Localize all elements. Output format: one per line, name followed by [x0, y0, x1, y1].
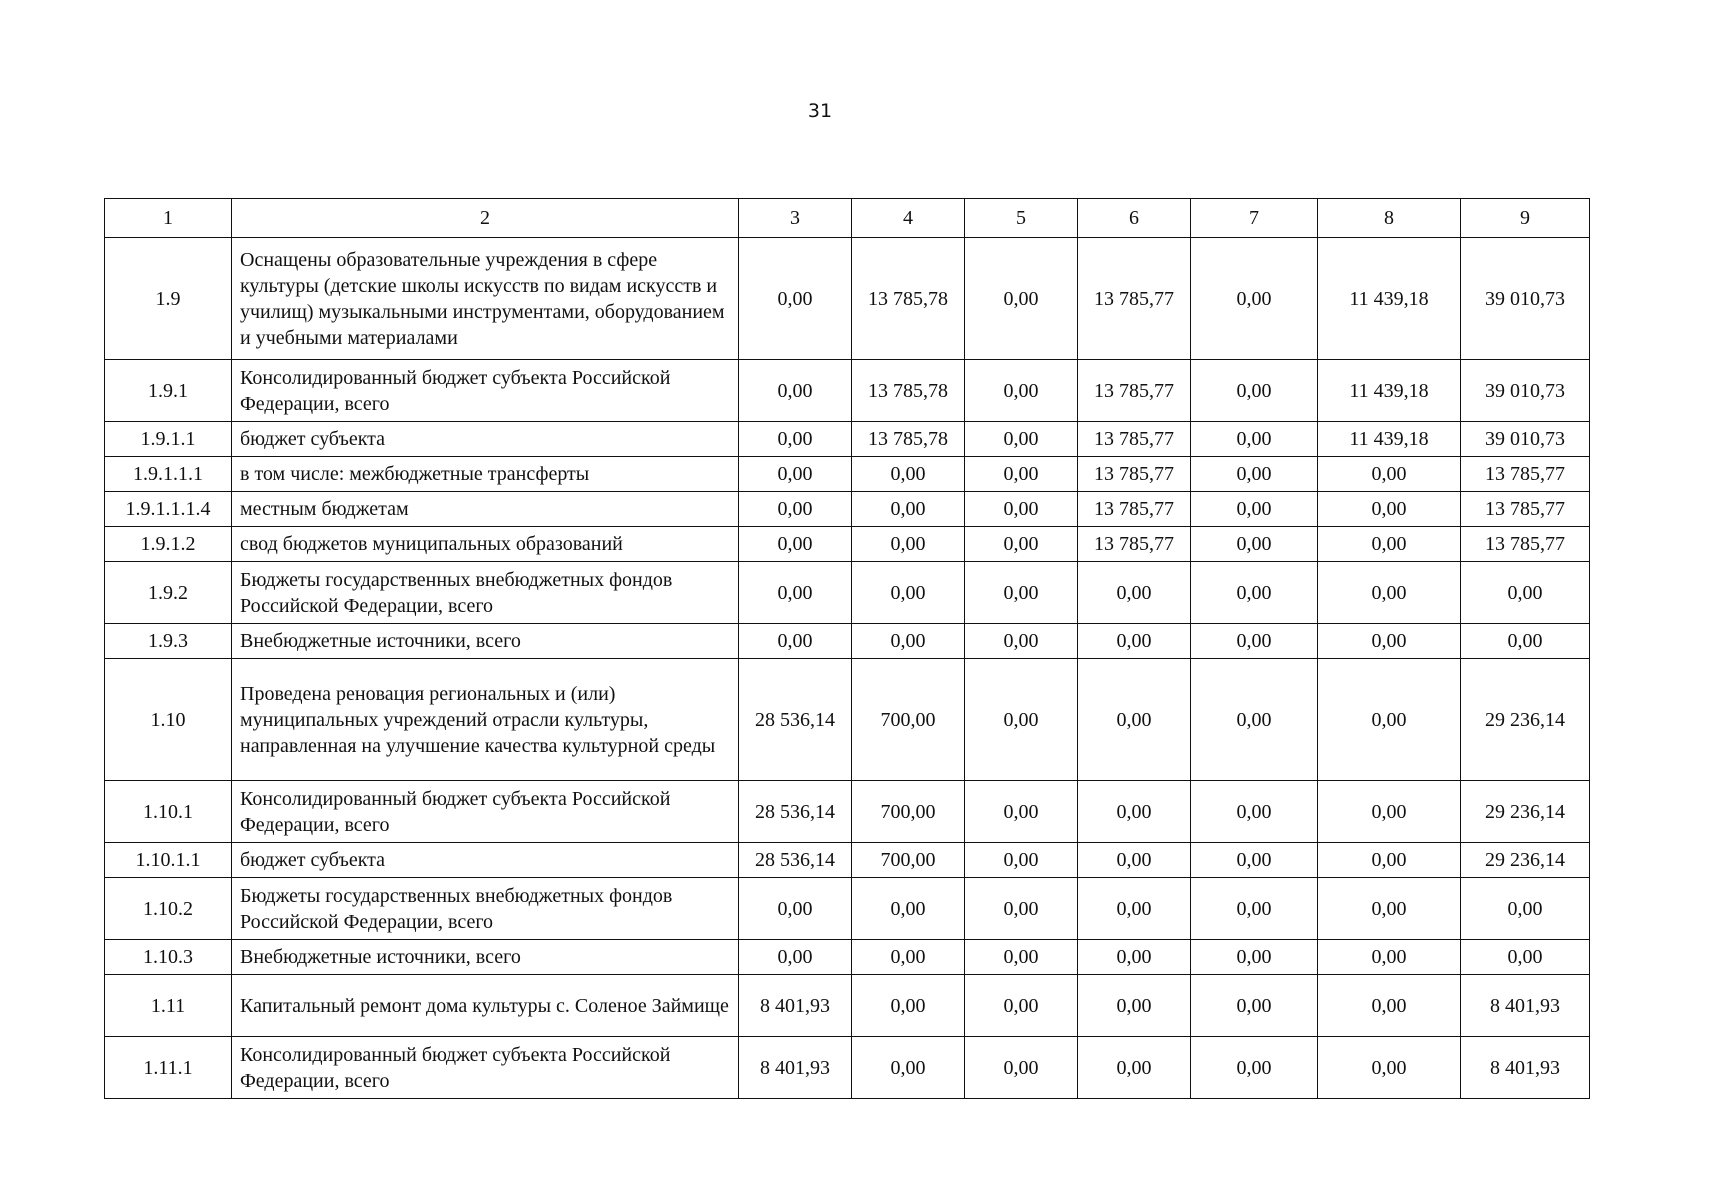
row-code: 1.10.2 [105, 878, 232, 940]
table-row [105, 492, 1590, 527]
row-description: местным бюджетам [232, 492, 739, 527]
value-cell: 0,00 [1191, 659, 1318, 781]
value-cell: 28 536,14 [739, 659, 852, 781]
row-description: бюджет субъекта [232, 422, 739, 457]
value-cell: 0,00 [965, 781, 1078, 843]
table-row [105, 238, 1590, 360]
value-cell: 0,00 [852, 878, 965, 940]
value-cell: 0,00 [965, 975, 1078, 1037]
table-row [105, 562, 1590, 624]
value-cell: 0,00 [1078, 659, 1191, 781]
table-row [105, 781, 1590, 843]
value-cell: 0,00 [965, 843, 1078, 878]
row-description: Внебюджетные источники, всего [232, 940, 739, 975]
value-cell: 28 536,14 [739, 781, 852, 843]
value-cell: 39 010,73 [1461, 360, 1590, 422]
header-cell: 1 [105, 199, 232, 238]
row-description: Проведена реновация региональных и (или) муниципальных учреждений отрасли культуры, направленная на улучшение качества культурной среды [232, 659, 739, 781]
value-cell: 0,00 [739, 940, 852, 975]
value-cell: 0,00 [1191, 843, 1318, 878]
row-code: 1.10.1.1 [105, 843, 232, 878]
value-cell: 0,00 [739, 360, 852, 422]
value-cell: 11 439,18 [1318, 360, 1461, 422]
value-cell: 0,00 [1318, 562, 1461, 624]
value-cell: 0,00 [965, 562, 1078, 624]
row-description: свод бюджетов муниципальных образований [232, 527, 739, 562]
value-cell: 0,00 [1191, 940, 1318, 975]
value-cell: 8 401,93 [1461, 975, 1590, 1037]
value-cell: 0,00 [1318, 1037, 1461, 1099]
row-code: 1.9 [105, 238, 232, 360]
table-row [105, 1037, 1590, 1099]
row-description: бюджет субъекта [232, 843, 739, 878]
header-cell: 7 [1191, 199, 1318, 238]
value-cell: 0,00 [1191, 238, 1318, 360]
row-description: Бюджеты государственных внебюджетных фондов Российской Федерации, всего [232, 878, 739, 940]
value-cell: 0,00 [965, 238, 1078, 360]
value-cell: 13 785,77 [1078, 238, 1191, 360]
header-cell: 9 [1461, 199, 1590, 238]
value-cell: 0,00 [739, 527, 852, 562]
value-cell: 13 785,77 [1461, 527, 1590, 562]
table-row [105, 940, 1590, 975]
value-cell: 0,00 [1191, 457, 1318, 492]
value-cell: 13 785,78 [852, 360, 965, 422]
value-cell: 0,00 [1318, 975, 1461, 1037]
value-cell: 700,00 [852, 659, 965, 781]
value-cell: 29 236,14 [1461, 659, 1590, 781]
value-cell: 13 785,78 [852, 238, 965, 360]
value-cell: 0,00 [739, 562, 852, 624]
value-cell: 0,00 [1191, 562, 1318, 624]
value-cell: 0,00 [1078, 878, 1191, 940]
value-cell: 0,00 [1191, 422, 1318, 457]
value-cell: 0,00 [1191, 878, 1318, 940]
table-row [105, 624, 1590, 659]
budget-table [104, 198, 1590, 1099]
value-cell: 0,00 [1461, 624, 1590, 659]
table-row [105, 878, 1590, 940]
value-cell: 11 439,18 [1318, 238, 1461, 360]
value-cell: 11 439,18 [1318, 422, 1461, 457]
page-number: 31 [807, 100, 833, 122]
row-description: Консолидированный бюджет субъекта Российской Федерации, всего [232, 1037, 739, 1099]
value-cell: 0,00 [1078, 975, 1191, 1037]
value-cell: 28 536,14 [739, 843, 852, 878]
value-cell: 0,00 [1318, 940, 1461, 975]
value-cell: 0,00 [852, 457, 965, 492]
row-code: 1.9.1.1.1.4 [105, 492, 232, 527]
value-cell: 0,00 [965, 1037, 1078, 1099]
value-cell: 0,00 [852, 975, 965, 1037]
value-cell: 39 010,73 [1461, 422, 1590, 457]
value-cell: 0,00 [965, 624, 1078, 659]
value-cell: 13 785,77 [1461, 492, 1590, 527]
row-description: Консолидированный бюджет субъекта Российской Федерации, всего [232, 781, 739, 843]
value-cell: 0,00 [965, 360, 1078, 422]
value-cell: 0,00 [965, 527, 1078, 562]
header-cell: 5 [965, 199, 1078, 238]
value-cell: 13 785,77 [1078, 360, 1191, 422]
row-code: 1.11 [105, 975, 232, 1037]
table-row [105, 457, 1590, 492]
table-row [105, 360, 1590, 422]
table-header-row [105, 199, 1590, 238]
value-cell: 0,00 [1318, 624, 1461, 659]
row-code: 1.10.3 [105, 940, 232, 975]
value-cell: 0,00 [965, 878, 1078, 940]
header-cell: 2 [232, 199, 739, 238]
header-cell: 4 [852, 199, 965, 238]
value-cell: 0,00 [1191, 1037, 1318, 1099]
value-cell: 700,00 [852, 843, 965, 878]
row-code: 1.9.3 [105, 624, 232, 659]
value-cell: 0,00 [1191, 360, 1318, 422]
value-cell: 0,00 [965, 659, 1078, 781]
value-cell: 8 401,93 [739, 1037, 852, 1099]
value-cell: 0,00 [965, 422, 1078, 457]
value-cell: 0,00 [1191, 492, 1318, 527]
value-cell: 0,00 [1191, 975, 1318, 1037]
table-row [105, 843, 1590, 878]
value-cell: 13 785,77 [1078, 527, 1191, 562]
value-cell: 0,00 [739, 422, 852, 457]
value-cell: 0,00 [965, 457, 1078, 492]
value-cell: 29 236,14 [1461, 781, 1590, 843]
value-cell: 0,00 [1318, 781, 1461, 843]
value-cell: 0,00 [1191, 624, 1318, 659]
value-cell: 0,00 [1191, 527, 1318, 562]
row-description: в том числе: межбюджетные трансферты [232, 457, 739, 492]
header-cell: 3 [739, 199, 852, 238]
value-cell: 0,00 [739, 624, 852, 659]
value-cell: 0,00 [1461, 878, 1590, 940]
value-cell: 700,00 [852, 781, 965, 843]
value-cell: 0,00 [739, 238, 852, 360]
value-cell: 13 785,77 [1078, 422, 1191, 457]
value-cell: 0,00 [1078, 781, 1191, 843]
row-code: 1.9.2 [105, 562, 232, 624]
value-cell: 0,00 [852, 562, 965, 624]
value-cell: 39 010,73 [1461, 238, 1590, 360]
value-cell: 0,00 [1318, 492, 1461, 527]
value-cell: 0,00 [965, 940, 1078, 975]
table-row [105, 422, 1590, 457]
header-cell: 6 [1078, 199, 1191, 238]
value-cell: 0,00 [1078, 1037, 1191, 1099]
value-cell: 8 401,93 [739, 975, 852, 1037]
row-code: 1.9.1.1.1 [105, 457, 232, 492]
value-cell: 0,00 [852, 1037, 965, 1099]
value-cell: 0,00 [1318, 457, 1461, 492]
value-cell: 0,00 [1191, 781, 1318, 843]
row-code: 1.10.1 [105, 781, 232, 843]
row-description: Оснащены образовательные учреждения в сфере культуры (детские школы искусств по видам искусств и училищ) музыкальными инструментами, оборудованием и учебными материалами [232, 238, 739, 360]
value-cell: 0,00 [852, 624, 965, 659]
value-cell: 13 785,77 [1461, 457, 1590, 492]
table-row [105, 975, 1590, 1037]
row-description: Капитальный ремонт дома культуры с. Соленое Займище [232, 975, 739, 1037]
value-cell: 13 785,77 [1078, 457, 1191, 492]
value-cell: 0,00 [1461, 562, 1590, 624]
value-cell: 0,00 [1461, 940, 1590, 975]
value-cell: 0,00 [852, 527, 965, 562]
value-cell: 0,00 [739, 457, 852, 492]
value-cell: 0,00 [1078, 624, 1191, 659]
value-cell: 0,00 [1318, 527, 1461, 562]
value-cell: 29 236,14 [1461, 843, 1590, 878]
value-cell: 0,00 [852, 492, 965, 527]
value-cell: 0,00 [852, 940, 965, 975]
value-cell: 0,00 [739, 492, 852, 527]
row-code: 1.9.1 [105, 360, 232, 422]
row-code: 1.9.1.2 [105, 527, 232, 562]
value-cell: 0,00 [1078, 843, 1191, 878]
row-description: Консолидированный бюджет субъекта Российской Федерации, всего [232, 360, 739, 422]
header-cell: 8 [1318, 199, 1461, 238]
value-cell: 0,00 [1078, 562, 1191, 624]
value-cell: 0,00 [739, 878, 852, 940]
row-code: 1.10 [105, 659, 232, 781]
row-description: Внебюджетные источники, всего [232, 624, 739, 659]
value-cell: 0,00 [1318, 878, 1461, 940]
row-code: 1.11.1 [105, 1037, 232, 1099]
value-cell: 0,00 [965, 492, 1078, 527]
value-cell: 0,00 [1318, 659, 1461, 781]
row-code: 1.9.1.1 [105, 422, 232, 457]
table-row [105, 527, 1590, 562]
value-cell: 13 785,77 [1078, 492, 1191, 527]
value-cell: 8 401,93 [1461, 1037, 1590, 1099]
table-row [105, 659, 1590, 781]
value-cell: 0,00 [1318, 843, 1461, 878]
row-description: Бюджеты государственных внебюджетных фондов Российской Федерации, всего [232, 562, 739, 624]
value-cell: 13 785,78 [852, 422, 965, 457]
value-cell: 0,00 [1078, 940, 1191, 975]
